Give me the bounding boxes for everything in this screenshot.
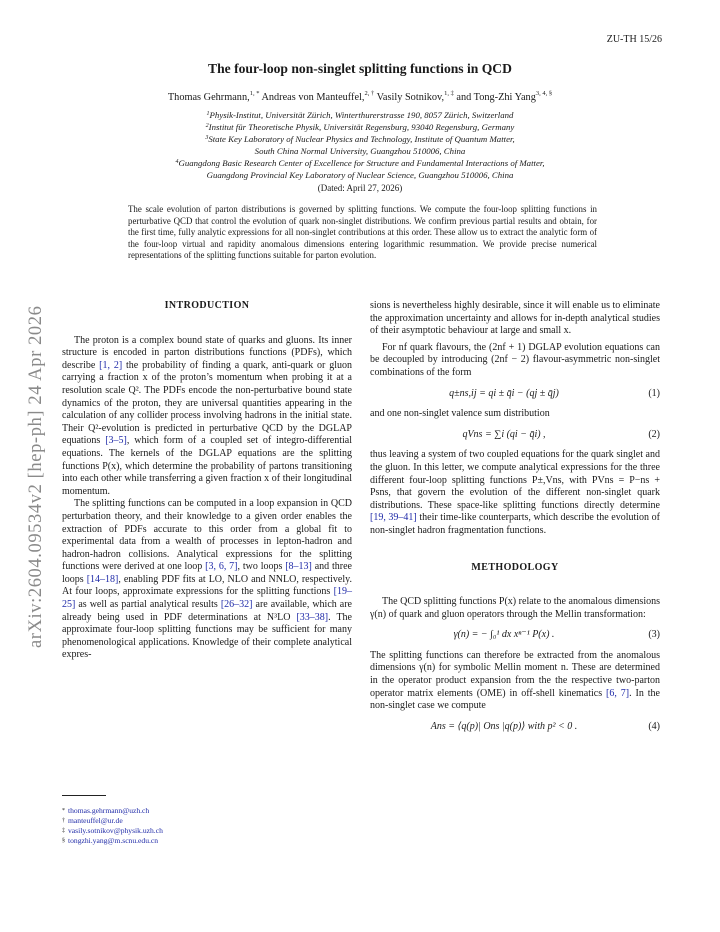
equation-number: (2) — [648, 428, 660, 440]
citation-link[interactable]: [26–32] — [220, 599, 253, 611]
left-column — [62, 300, 352, 662]
footnote-item — [62, 826, 163, 836]
citation-link[interactable]: [3–5] — [105, 435, 127, 447]
paragraph — [370, 449, 660, 537]
text-run: the probability of finding a quark, anti-quark or gluon carrying a fraction x of the proton’s momentum when probing it at a resolution scale Q². The PDFs encode the non-perturbative bound state dynamics of the proton, they are universal quantities appearing in the calculation of any collider process involving hadrons in the initial state. Their Q²-evolution is predicted in perturbative QCD by the DGLAP equations — [62, 359, 352, 447]
equation-body: qVns = ∑i (qi − q̄i) , — [462, 428, 546, 440]
email-link[interactable]: manteuffel@ur.de — [68, 816, 123, 825]
footnote-mark: † — [62, 818, 65, 824]
affiliation-line: Guangdong Provincial Key Laboratory of Nuclear Science, Guangzhou 510006, China — [206, 170, 514, 180]
equation-3 — [370, 629, 660, 642]
paragraph: For nf quark flavours, the (2nf + 1) DGLAP evolution equations can be decoupled by introducing (2nf − 2) flavour-asymmetric non-singlet combinations of the form — [370, 341, 660, 378]
paragraph: The QCD splitting functions P(x) relate to the anomalous dimensions γ(n) of quark and gluon operators through the Mellin transformation: — [370, 596, 660, 620]
affiliation-mark: 4 — [175, 159, 179, 165]
author-marks: 1, * — [249, 90, 260, 97]
email-link[interactable]: vasily.sotnikov@physik.uzh.ch — [68, 826, 163, 835]
report-number: ZU-TH 15/26 — [606, 34, 662, 45]
section-heading-methodology: METHODOLOGY — [471, 561, 559, 573]
affiliation-mark: 3 — [205, 135, 209, 141]
text-run: . The approximate four-loop splitting functions may be sufficient for many phenomenological applications. Knowledge of their complete analytical expres- — [62, 611, 352, 661]
paper-title: The four-loop non-singlet splitting functions in QCD — [208, 61, 512, 76]
section-heading-introduction: INTRODUCTION — [164, 300, 250, 311]
paragraph — [62, 335, 352, 499]
citation-link[interactable]: [1, 2] — [99, 359, 123, 371]
equation-number: (4) — [648, 720, 660, 732]
arxiv-identifier[interactable]: arXiv:2604.09534v2 [hep-ph] 24 Apr 2026 — [26, 305, 46, 648]
text-run: , which form of a coupled set of integro-differential equations. The kernels of the DGLAP equations are the splitting functions P(x), which determine the probability of partons transitioning into each other while transferring a given fraction x of their longitudinal momentum. — [62, 435, 352, 497]
author-name: Andreas von Manteuffel, — [261, 92, 365, 103]
footnote-mark: § — [62, 838, 65, 844]
equation-body: γ(n) = − ∫₀¹ dx xⁿ⁻¹ P(x) . — [453, 629, 555, 641]
equation-1 — [370, 388, 660, 401]
equation-body: Ans = ⟨q(p)| Ons |q(p)⟩ with p² < 0 . — [430, 720, 578, 732]
right-column — [370, 300, 660, 741]
affiliation — [0, 157, 720, 181]
text-run: their time-like counterparts, which describe the evolution of non-singlet hadron fragmentation functions. — [370, 512, 660, 536]
citation-link[interactable]: [6, 7] — [606, 687, 630, 699]
text-run: The proton is a complex bound state of quarks and gluons. Its inner structure is encoded in parton distributions functions (PDFs), which describe — [62, 334, 352, 371]
footnote-item — [62, 836, 163, 846]
author-name: and Tong-Zhi Yang — [456, 92, 536, 103]
equation-number: (3) — [648, 629, 660, 641]
text-run: are available, which are already being used in PDF determinations at N³LO — [62, 599, 352, 623]
affiliation — [0, 109, 720, 121]
text-run: and three loops — [62, 561, 352, 585]
author-marks: 1, ‡ — [444, 90, 454, 97]
citation-link[interactable]: [3, 6, 7] — [205, 561, 238, 573]
citation-link[interactable]: [33–38] — [296, 611, 329, 623]
email-link[interactable]: thomas.gehrmann@uzh.ch — [68, 806, 150, 815]
text-run: The splitting functions can therefore be extracted from the anomalous dimensions γ(n) for symbolic Mellin moment n. These are determined in the operator product expansion from the the respective two-parton operator matrix elements (OME) in off-shell kinematics — [370, 649, 660, 699]
dated-line: (Dated: April 27, 2026) — [317, 183, 403, 193]
author-marks: 2, † — [364, 90, 375, 97]
author-marks: 3, 4, § — [535, 90, 553, 97]
footnote-item — [62, 806, 163, 816]
footnote-item — [62, 816, 163, 826]
paragraph: and one non-singlet valence sum distribution — [370, 408, 550, 420]
text-run: thus leaving a system of two coupled equations for the quark singlet and the gluon. In this letter, we compute analytical expressions for the three different four-loop splitting functions P±,Vns, with PVns = P−ns + Psns, that govern the evolution of the different non-singlet quark distributions. These space-like splitting functions directly determine — [370, 449, 660, 511]
footnote-mark: ‡ — [62, 828, 65, 834]
text-run: as well as partial analytical results — [75, 599, 221, 611]
citation-link[interactable]: [8–13] — [285, 561, 312, 573]
text-run: , two loops — [237, 561, 286, 573]
equation-body: q±ns,ij = qi ± q̄i − (qj ± q̄j) — [449, 387, 559, 399]
affiliation-mark: 2 — [205, 123, 209, 129]
affiliation — [0, 133, 720, 157]
affiliation-line: Institut für Theoretische Physik, Universität Regensburg, 93040 Regensburg, Germany — [208, 122, 515, 132]
citation-link[interactable]: [14–18] — [86, 573, 119, 585]
affiliation-mark: 1 — [206, 111, 210, 117]
paragraph: sions is nevertheless highly desirable, since it will enable us to eliminate the approximation uncertainty and allows for in-depth analytical studies of their asymptotic behaviour at large and small x. — [370, 300, 660, 337]
affiliation-line: South China Normal University, Guangzhou 510006, China — [254, 146, 466, 156]
footnotes — [62, 806, 163, 846]
author-name: Thomas Gehrmann, — [167, 92, 250, 103]
footnote-rule — [62, 795, 106, 796]
email-link[interactable]: tongzhi.yang@m.scnu.edu.cn — [68, 836, 159, 845]
text-run: . In the non-singlet case we compute — [370, 687, 660, 712]
footnote-mark: * — [62, 808, 65, 814]
citation-link[interactable]: [19–25] — [62, 586, 352, 611]
author-name: Vasily Sotnikov, — [376, 92, 445, 103]
affiliation-line: Guangdong Basic Research Center of Excellence for Structure and Fundamental Interactions of Matter, — [178, 158, 545, 168]
equation-number: (1) — [648, 387, 660, 399]
text-run: , enabling PDF fits at LO, NLO and NNLO, respectively. At four loops, approximate expressions for the splitting functions — [62, 573, 353, 598]
abstract: The scale evolution of parton distributions is governed by splitting functions. We compute the four-loop splitting functions in perturbative QCD that control the evolution of quark non-singlet distributions. We confirm previous partial results and obtain, for the first time, fully analytic expressions for all non-singlet contributions at this order. These allow us to extract the analytic form of the four-loop virtual and rapidity anomalous dimensions entering logarithmic resummation. We provide precise numerical representations of the splitting functions suitable for parton evolution. — [128, 204, 597, 260]
equation-2 — [370, 429, 660, 442]
author-list — [0, 92, 720, 103]
equation-4 — [370, 721, 660, 734]
paragraph — [62, 498, 352, 662]
affiliation-line: State Key Laboratory of Nuclear Physics and Technology, Institute of Quantum Matter, — [208, 134, 515, 144]
paragraph — [370, 650, 660, 713]
citation-link[interactable]: [19, 39–41] — [370, 512, 417, 524]
affiliation — [0, 121, 720, 133]
affiliation-line: Physik-Institut, Universität Zürich, Winterthurerstrasse 190, 8057 Zürich, Switzerland — [209, 110, 514, 120]
text-run: The splitting functions can be computed in a loop expansion in QCD perturbation theory, and their knowledge to a given order enables the extraction of PDFs accurate to this order from a global fit to experimental data from a wealth of processes in lepton-hadron and hadron-hadron collisions. Analytical expressions for the splitting functions were derived at one loop — [62, 498, 352, 573]
